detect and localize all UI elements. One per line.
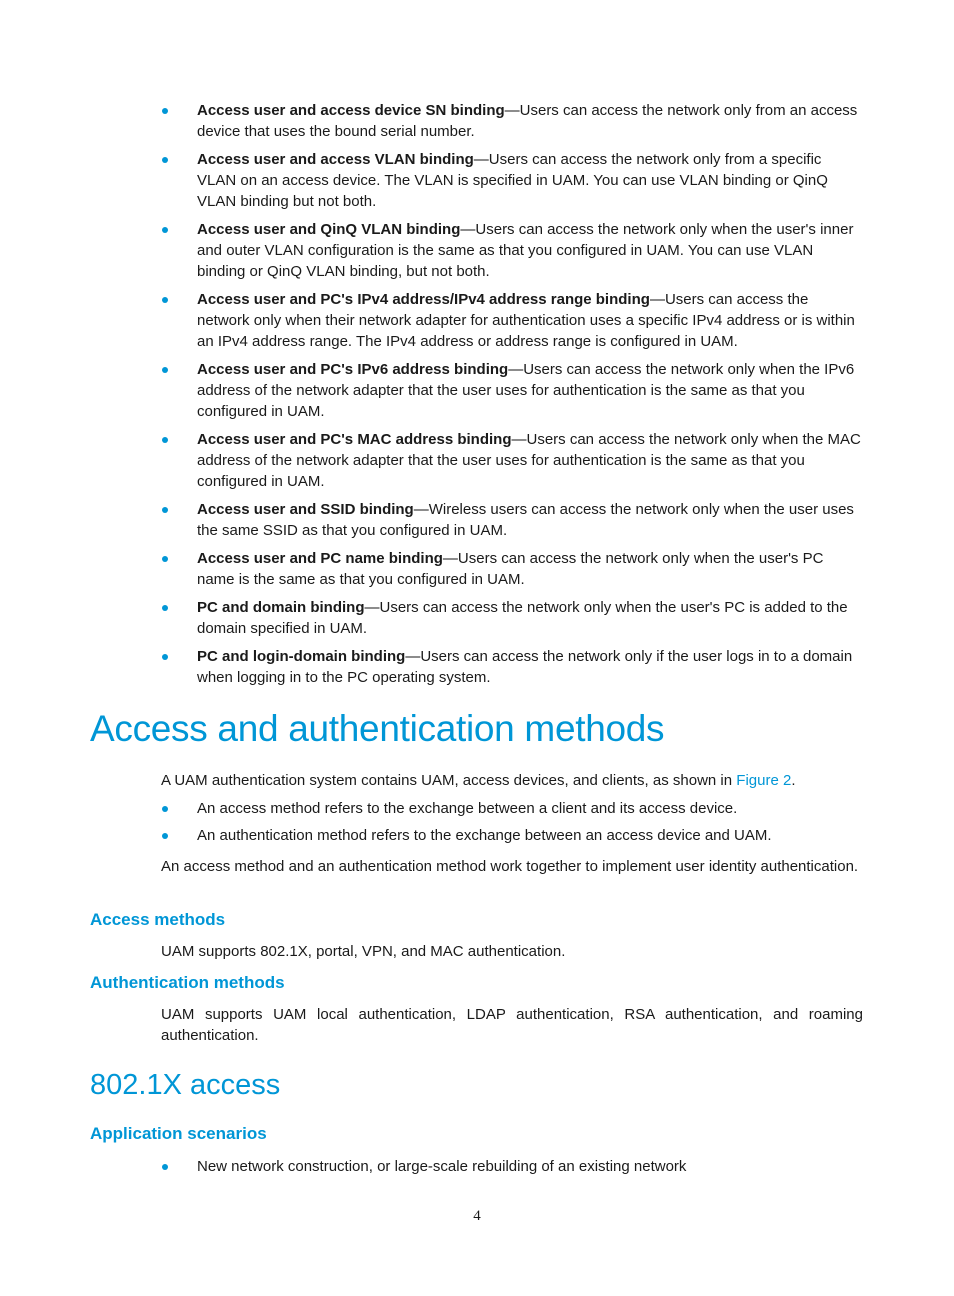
bullet-text: An access method refers to the exchange between a client and its access device. (197, 800, 738, 817)
bullet-term: Access user and PC's MAC address binding (197, 431, 512, 448)
authentication-methods-paragraph: UAM supports UAM local authentication, LDAP authentication, RSA authentication, and roaming authentication. (161, 1006, 863, 1044)
subheading-authentication-methods: Authentication methods (90, 973, 285, 992)
list-item (161, 499, 864, 541)
bullet-icon (162, 108, 168, 114)
bullet-icon (162, 833, 168, 839)
list-item (161, 798, 864, 819)
figure-2-link[interactable]: Figure 2 (736, 772, 792, 789)
list-item (161, 597, 864, 639)
binding-list (161, 100, 864, 695)
subheading-access-methods: Access methods (90, 910, 226, 929)
bullet-term: PC and domain binding (197, 599, 365, 616)
list-item (161, 100, 864, 142)
list-item (161, 289, 864, 352)
bullet-text: —Users can access the network only if the user logs in to a domain when logging in to the PC operating system. (197, 648, 853, 686)
bullet-term: PC and login-domain binding (197, 648, 406, 665)
list-item (161, 646, 864, 688)
bullet-term: Access user and PC name binding (197, 550, 443, 567)
subheading-application-scenarios: Application scenarios (90, 1124, 267, 1143)
bullet-text: —Users can access the network only when the user's inner and outer VLAN configuration is the same as that you configured in UAM. You can use VLAN binding or QinQ VLAN binding, but not both. (197, 221, 854, 280)
bullet-text: New network construction, or large-scale rebuilding of an existing network (197, 1158, 687, 1175)
list-item (161, 359, 864, 422)
bullet-text: —Users can access the network only when the MAC address of the network adapter that the user uses for authentication is the same as that you configured in UAM. (197, 431, 861, 490)
section-heading-8021x: 802.1X access (90, 1069, 281, 1101)
bullet-icon (162, 437, 168, 443)
list-item (161, 429, 864, 492)
bullet-icon (162, 367, 168, 373)
bullet-text: —Users can access the network only when the user's PC is added to the domain specified in UAM. (197, 599, 848, 637)
bullet-icon (162, 297, 168, 303)
bullet-icon (162, 1164, 168, 1170)
list-item (161, 825, 864, 846)
bullet-term: Access user and QinQ VLAN binding (197, 221, 461, 238)
access-methods-paragraph: UAM supports 802.1X, portal, VPN, and MAC authentication. (161, 943, 566, 960)
bullet-text: An authentication method refers to the exchange between an access device and UAM. (197, 827, 772, 844)
bullet-text: —Users can access the network only when their network adapter for authentication uses a specific IPv4 address or is within an IPv4 address range. The IPv4 address or address range is configured in UAM. (197, 291, 855, 350)
bullet-text: —Users can access the network only when the IPv6 address of the network adapter that the user uses for authentication is the same as that you configured in UAM. (197, 361, 855, 420)
bullet-term: Access user and PC's IPv4 address/IPv4 address range binding (197, 291, 650, 308)
bullet-icon (162, 507, 168, 513)
section-heading-access-auth: Access and authentication methods (90, 708, 665, 749)
list-item (161, 219, 864, 282)
bullet-text: —Users can access the network only when the user's PC name is the same as that you configured in UAM. (197, 550, 824, 588)
list-item (161, 1156, 864, 1177)
bullet-term: Access user and access device SN binding (197, 102, 505, 119)
application-scenarios-list (161, 1156, 864, 1184)
bullet-term: Access user and access VLAN binding (197, 151, 474, 168)
intro-text-end: . (791, 772, 796, 789)
list-item (161, 548, 864, 590)
page-number: 4 (473, 1208, 481, 1224)
list-item (161, 149, 864, 212)
bullet-text: —Users can access the network only from an access device that uses the bound serial number. (197, 102, 858, 140)
bullet-icon (162, 806, 168, 812)
bullet-term: Access user and SSID binding (197, 501, 414, 518)
bullet-text: —Wireless users can access the network only when the user uses the same SSID as that you configured in UAM. (197, 501, 854, 539)
bullet-icon (162, 227, 168, 233)
bullet-term: Access user and PC's IPv6 address binding (197, 361, 509, 378)
bullet-icon (162, 654, 168, 660)
method-definition-list (161, 798, 864, 853)
bullet-text: —Users can access the network only from a specific VLAN on an access device. The VLAN is specified in UAM. You can use VLAN binding or QinQ VLAN binding but not both. (197, 151, 828, 210)
bullet-icon (162, 556, 168, 562)
bullet-icon (162, 157, 168, 163)
bullet-icon (162, 605, 168, 611)
summary-paragraph: An access method and an authentication method work together to implement user identity authentication. (161, 858, 859, 875)
intro-paragraph (161, 770, 863, 791)
intro-text: A UAM authentication system contains UAM, access devices, and clients, as shown in (161, 772, 737, 789)
